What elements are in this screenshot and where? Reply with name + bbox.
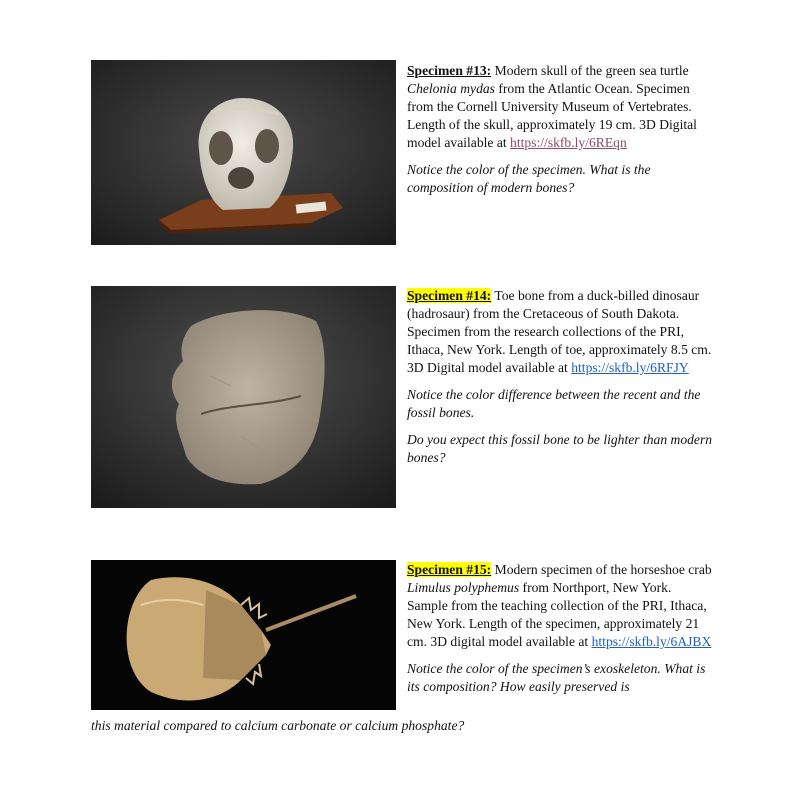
- species-name: Limulus polyphemus: [407, 580, 520, 595]
- specimen-15-question: Notice the color of the specimen’s exoskeleton. What is its composition? How easily preserved is: [407, 661, 706, 694]
- specimen-14-description: Specimen #14: Toe bone from a duck-billed dinosaur (hadrosaur) from the Cretaceous of South Dakota. Specimen from the research collections of the PRI, Ithaca, New York. Length of toe, approximately 8.5 cm. 3D Digital model available at https://skfb.ly/6RFJY: [407, 288, 712, 375]
- specimen-14-label: Specimen #14:: [407, 288, 492, 303]
- specimen-15-description: Specimen #15: Modern specimen of the horseshoe crab Limulus polyphemus from Northport, New York. Sample from the teaching collection of the PRI, Ithaca, New York. Length of the specimen, approximately 21 cm. 3D digital model available at https://skfb.ly/6AJBX: [407, 562, 712, 649]
- specimen-14-text: [407, 287, 715, 467]
- specimen-14-question-1: Notice the color difference between the recent and the fossil bones.: [407, 387, 701, 420]
- specimen-13-label: Specimen #13:: [407, 63, 492, 78]
- specimen-13-description: Specimen #13: Modern skull of the green sea turtle Chelonia mydas from the Atlantic Ocean. Specimen from the Cornell University Museum of Vertebrates. Length of the skull, approximately 19 cm. 3D Digital model available at https://skfb.ly/6REqn: [407, 63, 697, 150]
- turtle-skull-photo: [91, 60, 396, 245]
- specimen-14-link[interactable]: https://skfb.ly/6RFJY: [571, 360, 689, 375]
- specimen-15-label: Specimen #15:: [407, 562, 492, 577]
- specimen-13-text: [407, 62, 715, 197]
- specimen-13-link[interactable]: https://skfb.ly/6REqn: [510, 135, 627, 150]
- specimen-14-question-2: Do you expect this fossil bone to be lighter than modern bones?: [407, 432, 713, 465]
- toe-bone-photo: [91, 286, 396, 508]
- species-name: Chelonia mydas: [407, 81, 495, 96]
- specimen-13-question: Notice the color of the specimen. What is the composition of modern bones?: [407, 162, 651, 195]
- specimen-15-question-continued: this material compared to calcium carbonate or calcium phosphate?: [91, 718, 465, 733]
- specimen-15-link[interactable]: https://skfb.ly/6AJBX: [591, 634, 712, 649]
- specimen-15-text: [407, 561, 715, 696]
- horseshoe-crab-photo: [91, 560, 396, 710]
